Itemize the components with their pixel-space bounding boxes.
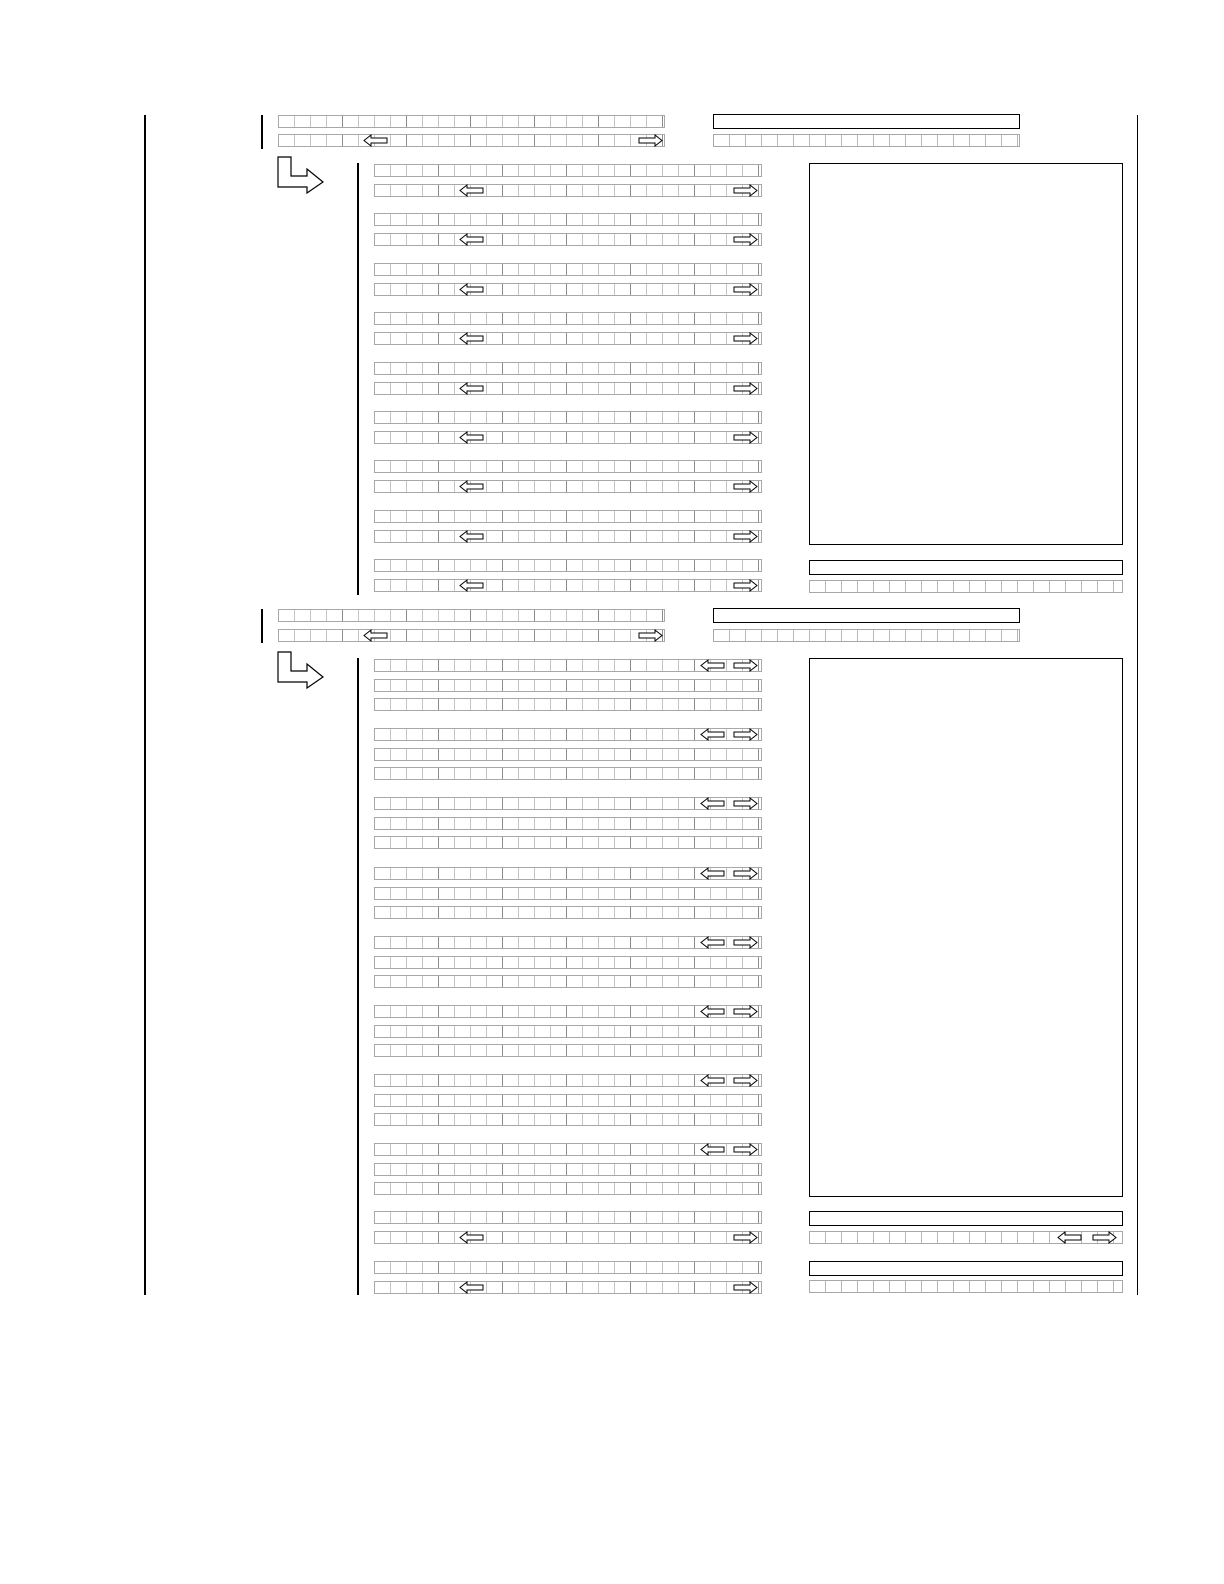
left-arrow-icon[interactable]: [459, 530, 485, 543]
section-1-group-rule: [357, 163, 359, 595]
entry-row-line-2[interactable]: [374, 283, 762, 296]
entry-row-line-1[interactable]: [374, 362, 762, 375]
left-arrow-icon[interactable]: [459, 283, 485, 296]
entry-row-line-3[interactable]: [374, 906, 762, 919]
entry-row-line-2[interactable]: [374, 579, 762, 592]
right-arrow-icon[interactable]: [637, 629, 663, 642]
entry-row-line-3[interactable]: [374, 975, 762, 988]
right-arrow-icon[interactable]: [732, 1281, 758, 1294]
right-margin-rule: [1137, 115, 1138, 1295]
left-arrow-icon[interactable]: [459, 184, 485, 197]
entry-row-line-2[interactable]: [374, 332, 762, 345]
right-arrow-icon[interactable]: [732, 1143, 758, 1156]
right-arrow-icon[interactable]: [732, 1005, 758, 1018]
right-arrow-icon[interactable]: [732, 184, 758, 197]
left-arrow-icon[interactable]: [700, 1005, 726, 1018]
right-arrow-icon[interactable]: [732, 283, 758, 296]
section-2-header-title-box[interactable]: [713, 608, 1020, 623]
bent-arrow-icon: [277, 156, 325, 194]
left-arrow-icon[interactable]: [459, 579, 485, 592]
entry-row-line-1[interactable]: [374, 460, 762, 473]
left-arrow-icon[interactable]: [459, 233, 485, 246]
entry-row-line-1[interactable]: [374, 1211, 762, 1224]
right-arrow-icon[interactable]: [637, 134, 663, 147]
entry-row-line-1[interactable]: [374, 559, 762, 572]
left-arrow-icon[interactable]: [363, 629, 389, 642]
section-2-extra-field[interactable]: [809, 1280, 1123, 1293]
left-arrow-icon[interactable]: [700, 659, 726, 672]
left-arrow-icon[interactable]: [459, 332, 485, 345]
entry-row-line-1[interactable]: [374, 213, 762, 226]
section-2-header-rule: [261, 609, 263, 643]
right-arrow-icon[interactable]: [732, 382, 758, 395]
left-arrow-icon[interactable]: [459, 382, 485, 395]
right-arrow-icon[interactable]: [732, 797, 758, 810]
entry-row-line-2[interactable]: [374, 184, 762, 197]
entry-row-line-3[interactable]: [374, 1044, 762, 1057]
section-1-header-field-a[interactable]: [278, 115, 665, 128]
section-2-header-field-c[interactable]: [713, 629, 1020, 642]
entry-row-line-1[interactable]: [374, 510, 762, 523]
entry-row-line-3[interactable]: [374, 1113, 762, 1126]
left-arrow-icon[interactable]: [700, 797, 726, 810]
section-1-header-field-c[interactable]: [713, 134, 1020, 147]
entry-row-line-2[interactable]: [374, 530, 762, 543]
right-arrow-icon[interactable]: [732, 480, 758, 493]
entry-row-line-2[interactable]: [374, 1231, 762, 1244]
right-arrow-icon[interactable]: [732, 867, 758, 880]
right-arrow-icon[interactable]: [732, 728, 758, 741]
left-arrow-icon[interactable]: [700, 867, 726, 880]
entry-row-line-2[interactable]: [374, 956, 762, 969]
left-arrow-icon[interactable]: [363, 134, 389, 147]
left-arrow-icon[interactable]: [459, 1281, 485, 1294]
entry-row-line-2[interactable]: [374, 1025, 762, 1038]
entry-row-line-3[interactable]: [374, 1182, 762, 1195]
entry-row-line-2[interactable]: [374, 233, 762, 246]
right-arrow-icon[interactable]: [732, 579, 758, 592]
entry-row-line-2[interactable]: [374, 1163, 762, 1176]
left-arrow-icon[interactable]: [700, 936, 726, 949]
section-1-summary-title-box[interactable]: [809, 560, 1123, 575]
entry-row-line-3[interactable]: [374, 836, 762, 849]
left-arrow-icon[interactable]: [700, 728, 726, 741]
right-arrow-icon[interactable]: [732, 936, 758, 949]
section-1-notes-box[interactable]: [809, 163, 1123, 545]
section-1-header-rule: [261, 115, 263, 149]
section-1-header-field-b[interactable]: [278, 134, 665, 147]
right-arrow-icon[interactable]: [732, 233, 758, 246]
section-2-header-field-b[interactable]: [278, 629, 665, 642]
right-arrow-icon[interactable]: [732, 659, 758, 672]
section-1-summary-field[interactable]: [809, 580, 1123, 593]
entry-row-line-2[interactable]: [374, 431, 762, 444]
left-arrow-icon[interactable]: [700, 1074, 726, 1087]
left-arrow-icon[interactable]: [459, 480, 485, 493]
bent-arrow-icon: [277, 651, 325, 689]
left-arrow-icon[interactable]: [700, 1143, 726, 1156]
entry-row-line-3[interactable]: [374, 767, 762, 780]
right-arrow-icon[interactable]: [732, 332, 758, 345]
entry-row-line-2[interactable]: [374, 382, 762, 395]
entry-row-line-3[interactable]: [374, 698, 762, 711]
entry-row-line-1[interactable]: [374, 1261, 762, 1274]
right-arrow-icon[interactable]: [732, 1074, 758, 1087]
left-arrow-icon[interactable]: [1057, 1231, 1083, 1244]
right-arrow-icon[interactable]: [1091, 1231, 1117, 1244]
entry-row-line-2[interactable]: [374, 887, 762, 900]
entry-row-line-2[interactable]: [374, 817, 762, 830]
left-arrow-icon[interactable]: [459, 1231, 485, 1244]
entry-row-line-2[interactable]: [374, 480, 762, 493]
right-arrow-icon[interactable]: [732, 530, 758, 543]
section-2-extra-title-box[interactable]: [809, 1261, 1123, 1276]
entry-row-line-2[interactable]: [374, 679, 762, 692]
section-2-header-field-a[interactable]: [278, 609, 665, 622]
right-arrow-icon[interactable]: [732, 431, 758, 444]
left-margin-rule: [144, 115, 146, 1295]
entry-row-line-2[interactable]: [374, 748, 762, 761]
entry-row-line-1[interactable]: [374, 312, 762, 325]
entry-row-line-2[interactable]: [374, 1094, 762, 1107]
entry-row-line-1[interactable]: [374, 411, 762, 424]
right-arrow-icon[interactable]: [732, 1231, 758, 1244]
section-1-header-title-box[interactable]: [713, 114, 1020, 129]
section-2-summary-title-box[interactable]: [809, 1211, 1123, 1226]
section-2-group-rule: [357, 658, 359, 1295]
entry-row-line-1[interactable]: [374, 263, 762, 276]
entry-row-line-1[interactable]: [374, 164, 762, 177]
section-2-notes-box[interactable]: [809, 658, 1123, 1197]
left-arrow-icon[interactable]: [459, 431, 485, 444]
entry-row-line-2[interactable]: [374, 1281, 762, 1294]
